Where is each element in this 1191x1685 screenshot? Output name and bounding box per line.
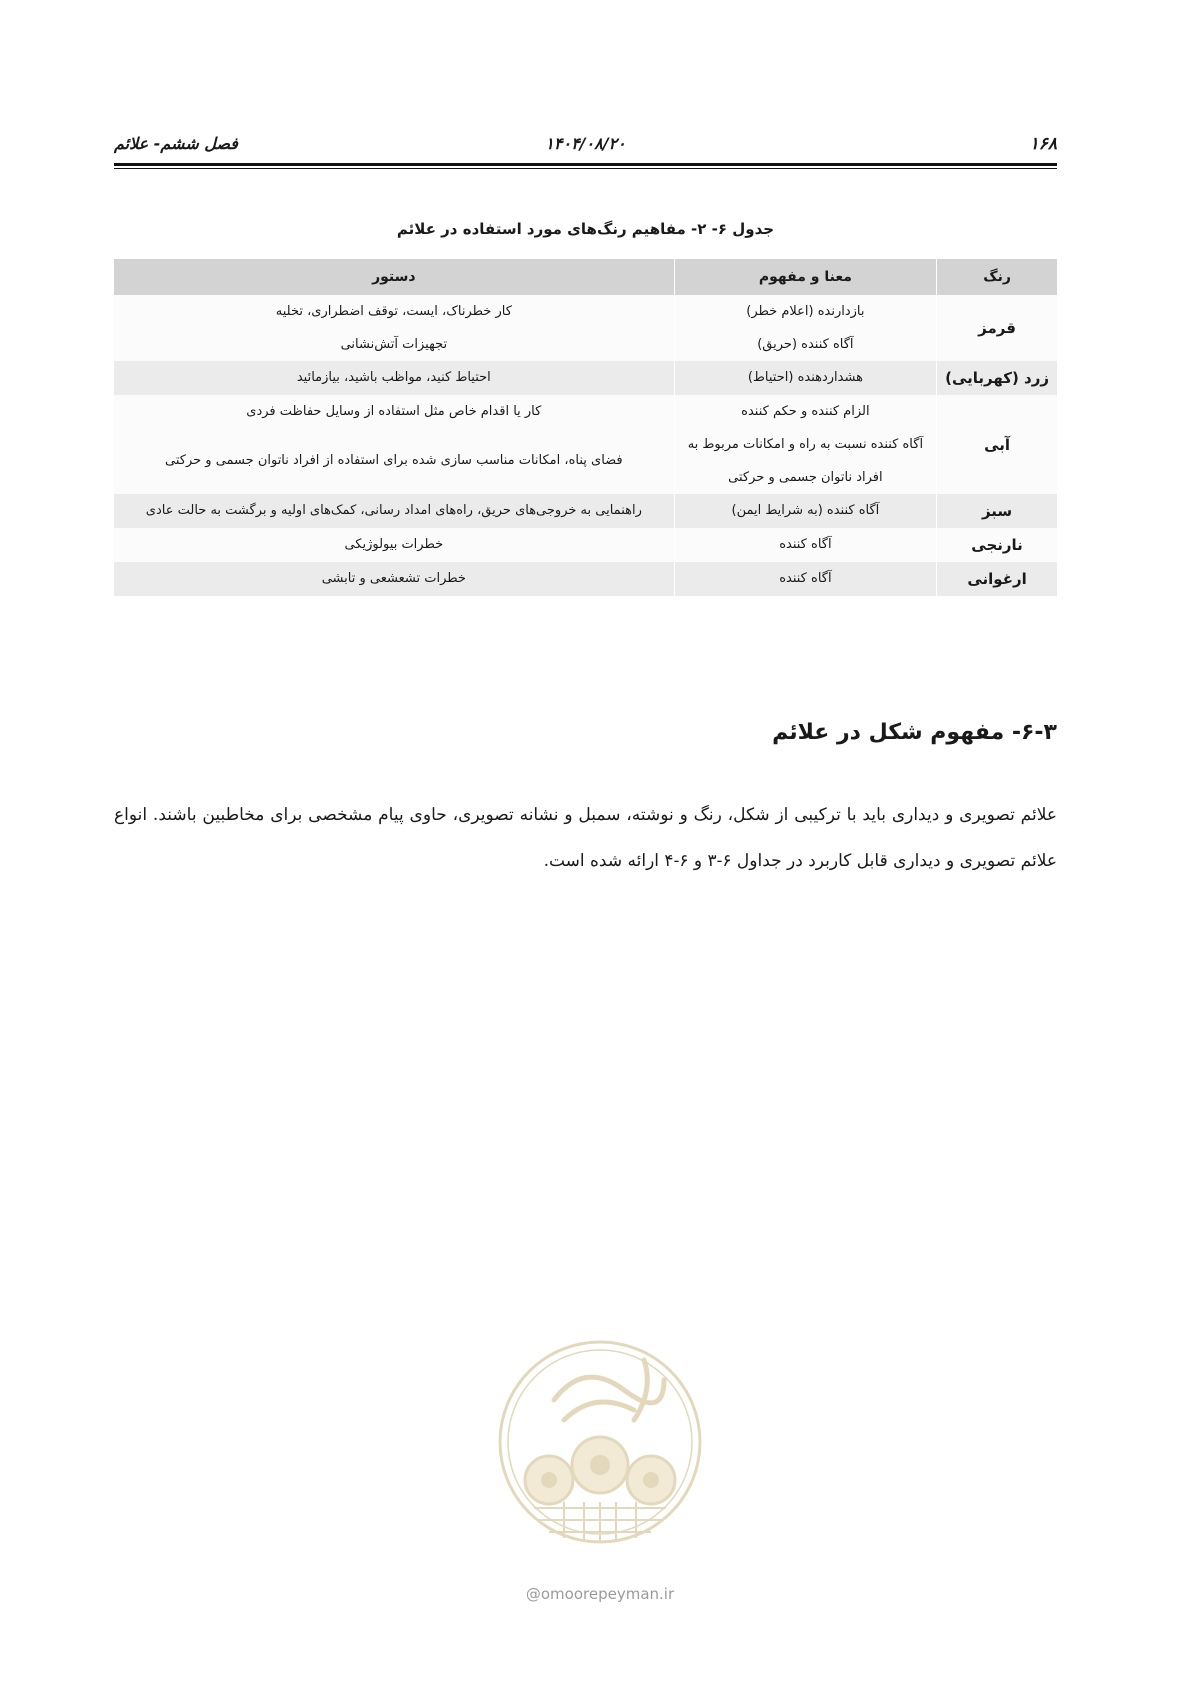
header-meaning: معنا و مفهوم	[674, 259, 936, 295]
instruction-line: راهنمایی به خروجی‌های حریق، راه‌های امداد رسانی، کمک‌های اولیه و برگشت به حالت عادی	[145, 503, 642, 518]
cell-instruction	[114, 395, 674, 494]
instruction-line: کار یا اقدام خاص مثل استفاده از وسایل حفاظت فردی	[246, 404, 542, 419]
cell-meaning	[674, 295, 936, 361]
cell-meaning	[674, 361, 936, 395]
table-header-row	[114, 259, 1057, 295]
instruction-line: فضای پناه، امکانات مناسب سازی شده برای استفاده از افراد ناتوان جسمی و حرکتی	[165, 453, 623, 468]
cell-meaning	[674, 562, 936, 596]
cell-instruction	[114, 528, 674, 562]
header-rule-thin	[114, 168, 1057, 169]
cell-color: سبز	[937, 494, 1057, 528]
header-color: رنگ	[937, 259, 1057, 295]
watermark-url: @omoorepeyman.ir	[525, 1585, 675, 1603]
meaning-line: آگاه کننده (حریق)	[757, 337, 854, 352]
instruction-line: خطرات بیولوژیکی	[344, 537, 444, 552]
cell-instruction	[114, 562, 674, 596]
cell-color: زرد (کهربایی)	[937, 361, 1057, 395]
instruction-line: احتیاط کنید، مواظب باشید، بیازمائید	[296, 370, 491, 385]
watermark-logo-icon	[494, 1330, 706, 1582]
header-instruction: دستور	[114, 259, 674, 295]
table-row	[114, 562, 1057, 596]
cell-meaning	[674, 528, 936, 562]
table-row	[114, 395, 1057, 494]
cell-color: ارغوانی	[937, 562, 1057, 596]
meaning-line: بازدارنده (اعلام خطر)	[746, 304, 865, 319]
meaning-line: الزام کننده و حکم کننده	[741, 404, 870, 419]
table-row	[114, 528, 1057, 562]
meaning-line: آگاه کننده (به شرایط ایمن)	[731, 503, 880, 518]
table-caption: جدول ۶- ۲- مفاهیم رنگ‌های مورد استفاده در علائم	[396, 220, 775, 238]
instruction-line: تجهیزات آتش‌نشانی	[340, 337, 448, 352]
header-rule-thick	[114, 163, 1057, 166]
table-row	[114, 361, 1057, 395]
meaning-line: آگاه کننده	[779, 571, 832, 586]
meaning-line: آگاه کننده	[779, 537, 832, 552]
chapter-title: فصل ششم- علائم	[114, 134, 238, 153]
cell-meaning	[674, 395, 936, 494]
cell-instruction	[114, 494, 674, 528]
meaning-line: افراد ناتوان جسمی و حرکتی	[728, 470, 883, 485]
page-number: ۱۶۸	[1029, 134, 1057, 154]
page-header	[114, 134, 1057, 158]
cell-color: آبی	[937, 395, 1057, 494]
instruction-line: کار خطرناک، ایست، توقف اضطراری، تخلیه	[275, 304, 512, 319]
section-heading: ۶-۳- مفهوم شکل در علائم	[772, 720, 1057, 745]
color-meanings-table	[114, 259, 1057, 596]
cell-instruction	[114, 295, 674, 361]
cell-color: نارنجی	[937, 528, 1057, 562]
meaning-line: هشداردهنده (احتیاط)	[747, 370, 863, 385]
meaning-line: آگاه کننده نسبت به راه و امکانات مربوط به	[687, 437, 924, 452]
instruction-line: خطرات تشعشعی و تابشی	[321, 571, 466, 586]
table-row	[114, 494, 1057, 528]
table-row	[114, 295, 1057, 361]
cell-color: قرمز	[937, 295, 1057, 361]
cell-meaning	[674, 494, 936, 528]
section-paragraph: علائم تصویری و دیداری باید با ترکیبی از شکل، رنگ و نوشته، سمبل و نشانه تصویری، حاوی پیام مشخصی برای مخاطبین باشند. انواع علائم تصویری و دیداری قابل کاربرد در جداول ۶-۳ و ۶-۴ ارائه شده است.	[114, 805, 1057, 871]
cell-instruction	[114, 361, 674, 395]
header-date: ۱۴۰۴/۰۸/۲۰	[545, 134, 626, 153]
